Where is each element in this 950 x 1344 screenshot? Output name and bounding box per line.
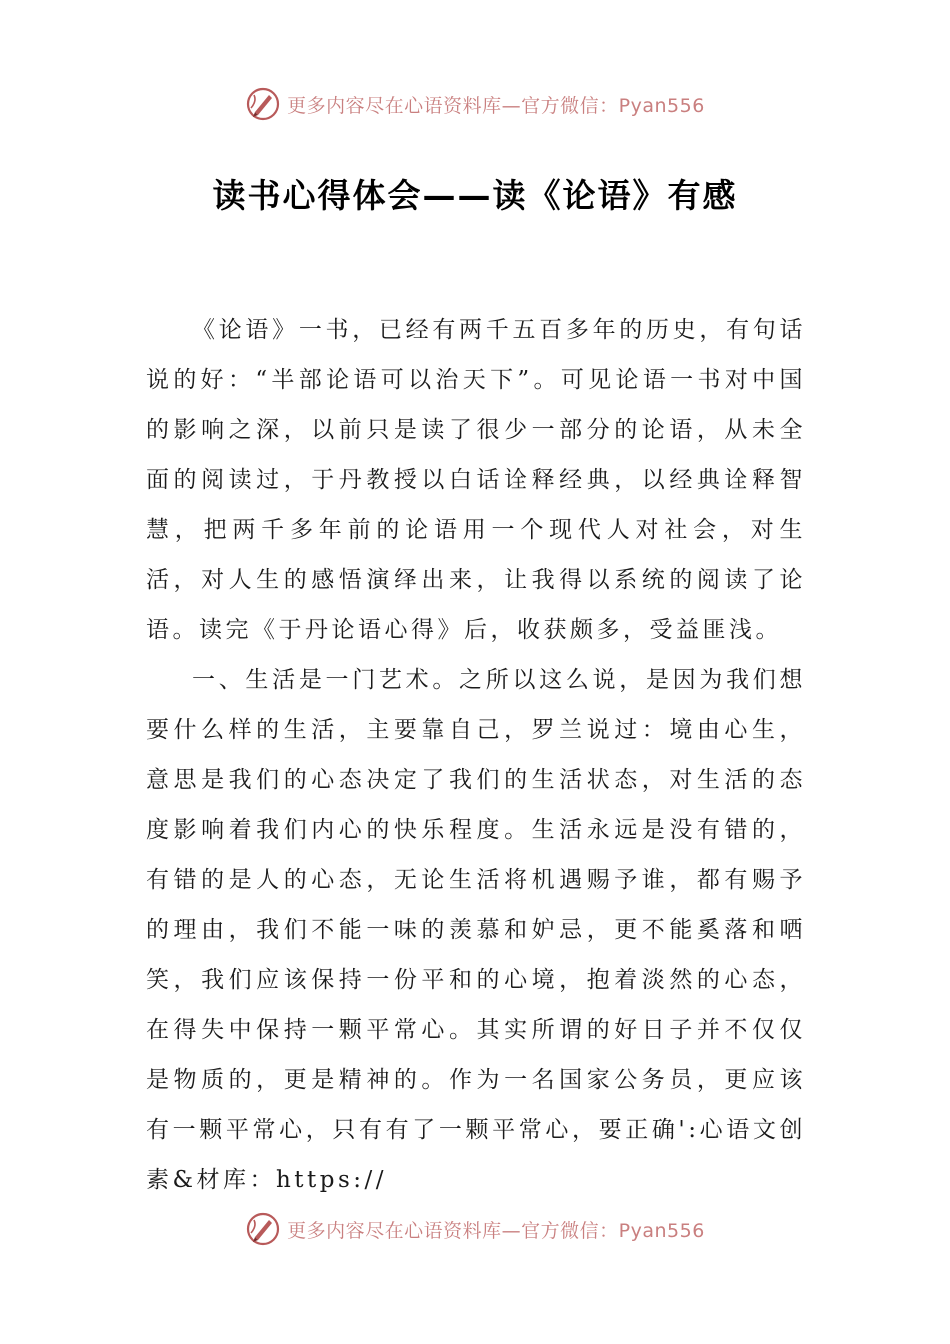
document-body [146,305,806,1205]
document-title: 读书心得体会——读《论语》有感 [212,176,738,215]
footer-watermark [0,1209,950,1249]
paragraph: 一、生活是一门艺术。之所以这么说，是因为我们想要什么样的生活，主要靠自己，罗兰说过：境由心生，意思是我们的心态决定了我们的生活状态，对生活的态度影响着我们内心的快乐程度。生活永远是没有错的，有错的是人的心态，无论生活将机遇赐予谁，都有赐予的理由，我们不能一味的羡慕和妒忌，更不能奚落和哂笑，我们应该保持一份平和的心境，抱着淡然的心态，在得失中保持一颗平常心。其实所谓的好日子并不仅仅是物质的，更是精神的。作为一名国家公务员，更应该有一颗平常心，只有有了一颗平常心，要正确':心语文创素&材库：https:// [146,667,806,1193]
paragraph: 《论语》一书，已经有两千五百多年的历史，有句话说的好：“半部论语可以治天下”。可见论语一书对中国的影响之深，以前只是读了很少一部分的论语，从未全面的阅读过，于丹教授以白话诠释经典，以经典诠释智慧，把两千多年前的论语用一个现代人对社会，对生活，对人生的感悟演绎出来，让我得以系统的阅读了论语。读完《于丹论语心得》后，收获颇多，受益匪浅。 [146,317,806,643]
pen-logo-icon [245,1211,281,1247]
pen-logo-icon [245,86,281,122]
header-watermark [0,84,950,124]
watermark-text: 更多内容尽在心语资料库—官方微信：Pyan556 [287,1219,705,1242]
watermark-text: 更多内容尽在心语资料库—官方微信：Pyan556 [287,94,705,117]
